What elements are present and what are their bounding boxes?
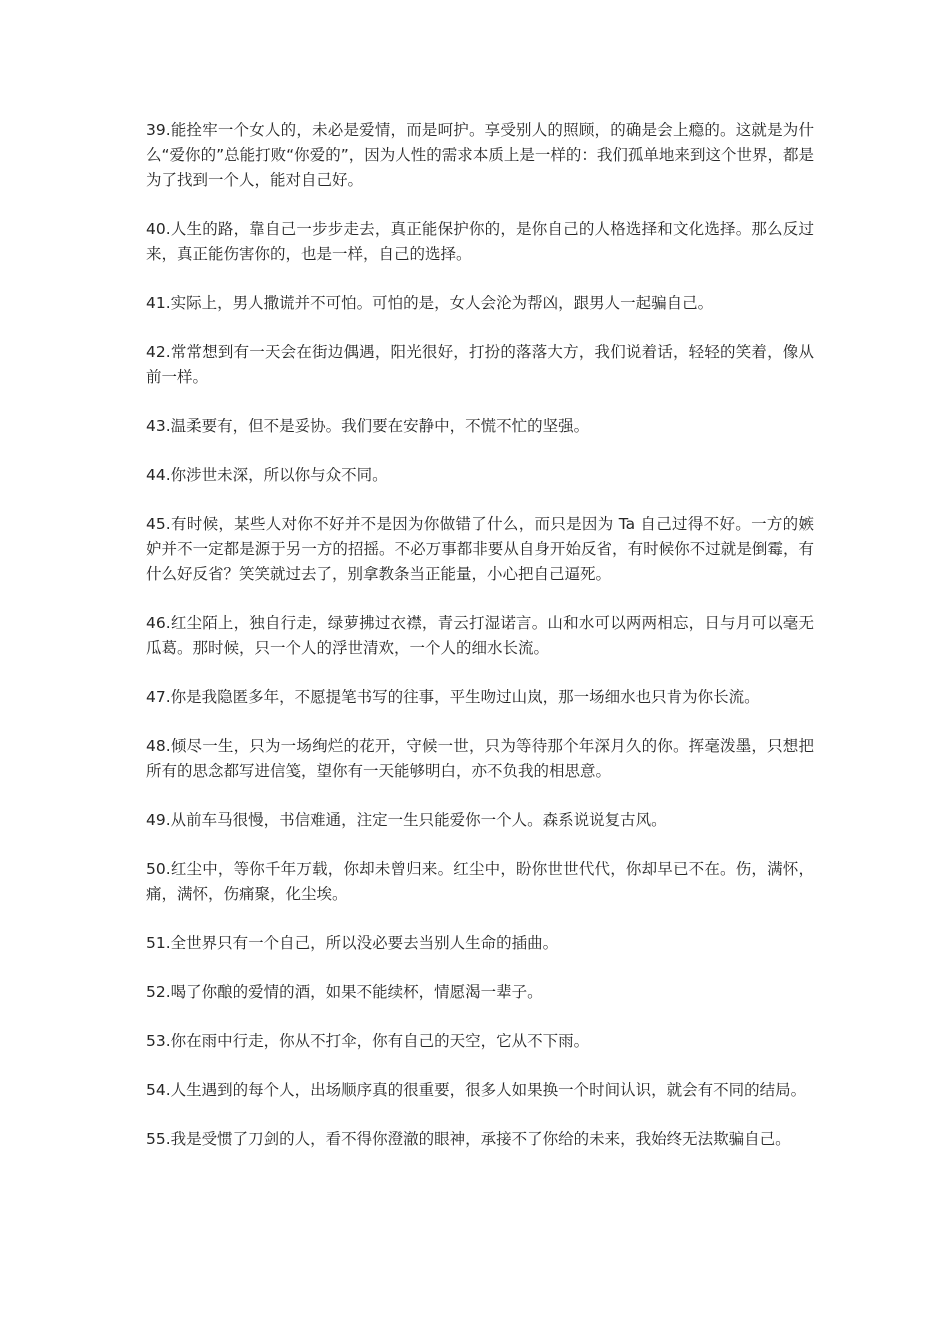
paragraph-44: 44.你涉世未深，所以你与众不同。 xyxy=(146,466,388,484)
document-body xyxy=(146,118,814,1176)
paragraph-51: 51.全世界只有一个自己，所以没必要去当别人生命的插曲。 xyxy=(146,934,559,952)
paragraph-54: 54.人生遇到的每个人，出场顺序真的很重要，很多人如果换一个时间认识，就会有不同的结局。 xyxy=(146,1081,807,1099)
paragraph-43: 43.温柔要有，但不是妥协。我们要在安静中，不慌不忙的坚强。 xyxy=(146,417,590,435)
paragraph-47: 47.你是我隐匿多年，不愿提笔书写的往事，平生吻过山岚，那一场细水也只肯为你长流。 xyxy=(146,688,760,706)
paragraph-39: 39.能拴牢一个女人的，未必是爱情，而是呵护。享受别人的照顾，的确是会上瘾的。这就是为什么“爱你的”总能打败“你爱的”，因为人性的需求本质上是一样的：我们孤单地来到这个世界，都是为了找到一个人，能对自己好。 xyxy=(146,121,814,189)
paragraph-46: 46.红尘陌上，独自行走，绿萝拂过衣襟，青云打湿诺言。山和水可以两两相忘，日与月可以毫无瓜葛。那时候，只一个人的浮世清欢，一个人的细水长流。 xyxy=(146,614,814,657)
paragraph-45: 45.有时候，某些人对你不好并不是因为你做错了什么，而只是因为 Ta 自己过得不好。一方的嫉妒并不一定都是源于另一方的招摇。不必万事都非要从自身开始反省，有时候你不过就是倒霉，有什么好反省？笑笑就过去了，别拿教条当正能量，小心把自己逼死。 xyxy=(146,515,814,583)
paragraph-48: 48.倾尽一生，只为一场绚烂的花开，守候一世，只为等待那个年深月久的你。挥毫泼墨，只想把所有的思念都写进信笺，望你有一天能够明白，亦不负我的相思意。 xyxy=(146,737,814,780)
paragraph-55: 55.我是受惯了刀剑的人，看不得你澄澈的眼神，承接不了你给的未来，我始终无法欺骗自己。 xyxy=(146,1130,791,1148)
paragraph-49: 49.从前车马很慢，书信难通，注定一生只能爱你一个人。森系说说复古风。 xyxy=(146,811,667,829)
paragraph-52: 52.喝了你酿的爱情的酒，如果不能续杯，情愿渴一辈子。 xyxy=(146,983,543,1001)
paragraph-41: 41.实际上，男人撒谎并不可怕。可怕的是，女人会沦为帮凶，跟男人一起骗自己。 xyxy=(146,294,714,312)
paragraph-53: 53.你在雨中行走，你从不打伞，你有自己的天空，它从不下雨。 xyxy=(146,1032,590,1050)
paragraph-50: 50.红尘中，等你千年万载，你却未曾归来。红尘中，盼你世世代代，你却早已不在。伤，满怀，痛，满怀，伤痛聚，化尘埃。 xyxy=(146,860,814,903)
paragraph-40: 40.人生的路，靠自己一步步走去，真正能保护你的，是你自己的人格选择和文化选择。那么反过来，真正能伤害你的，也是一样，自己的选择。 xyxy=(146,220,814,263)
paragraph-42: 42.常常想到有一天会在街边偶遇，阳光很好，打扮的落落大方，我们说着话，轻轻的笑着，像从前一样。 xyxy=(146,343,814,386)
